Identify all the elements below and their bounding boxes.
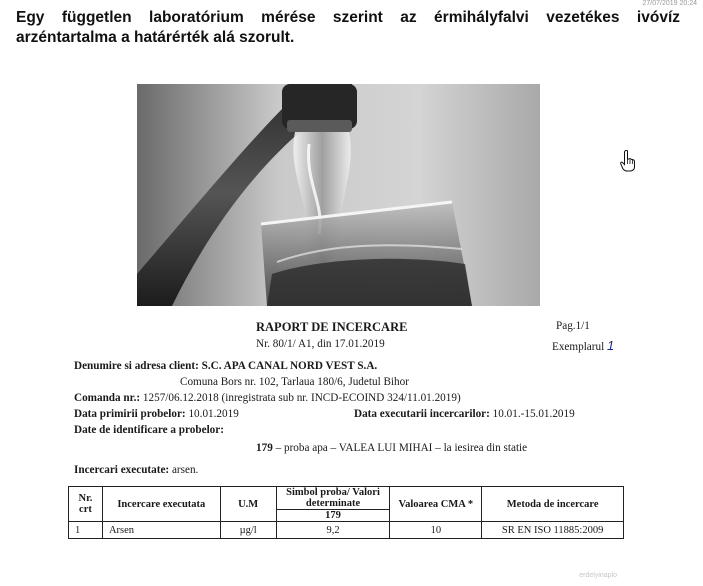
cell-nr: 1 — [69, 522, 103, 539]
header-method: Metoda de incercare — [482, 487, 624, 522]
header-sample-id: 179 — [276, 510, 390, 522]
table-header-row — [69, 487, 624, 510]
client-row — [74, 360, 377, 372]
tests-label: Incercari executate: — [74, 464, 170, 476]
tests-value: arsen. — [171, 464, 199, 476]
sample-id: 179 — [256, 442, 273, 454]
client-address: Comuna Bors nr. 102, Tarlaua 180/6, Judetul Bihor — [180, 376, 409, 388]
header-cma: Valoarea CMA * — [390, 487, 482, 522]
hand-pointer-cursor-icon — [620, 150, 636, 172]
table-row — [69, 522, 624, 539]
report-page-number: Pag.1/1 — [556, 320, 590, 332]
client-name: S.C. APA CANAL NORD VEST S.A. — [201, 360, 378, 372]
identification-label: Date de identificare a probelor: — [74, 424, 224, 436]
received-label: Data primirii probelor: — [74, 408, 186, 420]
watermark: erdelyinaplo — [579, 572, 617, 579]
client-label: Denumire si adresa client: — [74, 360, 199, 372]
article-lead-text: Egy független laboratórium mérése szerint az érmihályfalvi vezetékes ivóvíz arzéntartalma a határérték alá szorult. — [16, 9, 680, 46]
sample-identification — [256, 442, 527, 454]
cell-cma: 10 — [390, 522, 482, 539]
execution-value: 10.01.-15.01.2019 — [492, 408, 575, 420]
execution-label: Data executarii incercarilor: — [354, 408, 490, 420]
header-symbol: Simbol proba/ Valori determinate — [276, 487, 390, 510]
header-test: Incercare executata — [102, 487, 220, 522]
exemplar-handwritten-mark: 1 — [607, 338, 615, 353]
water-tap-photo — [137, 84, 540, 306]
cell-method: SR EN ISO 11885:2009 — [482, 522, 624, 539]
sample-description: – proba apa – VALEA LUI MIHAI – la iesirea din statie — [275, 442, 528, 454]
report-number: Nr. 80/1/ A1, din 17.01.2019 — [256, 338, 385, 350]
exemplar-label: Exemplarul — [552, 341, 605, 353]
cell-value: 9,2 — [276, 522, 390, 539]
report-title: RAPORT DE INCERCARE — [256, 320, 408, 334]
header-nr-crt: Nr. crt — [69, 487, 103, 522]
timestamp-mark: 27/07/2019 20:24 — [642, 0, 697, 7]
order-row — [74, 392, 461, 404]
tap-glass-illustration — [137, 84, 540, 306]
results-table — [68, 486, 624, 539]
order-label: Comanda nr.: — [74, 392, 141, 404]
tests-row — [74, 464, 198, 476]
order-value: 1257/06.12.2018 (inregistrata sub nr. INCD-ECOIND 324/11.01.2019) — [142, 392, 461, 404]
received-value: 10.01.2019 — [188, 408, 239, 420]
execution-row — [354, 408, 575, 420]
report-exemplar — [552, 338, 614, 353]
header-um: U.M — [220, 487, 276, 522]
received-row — [74, 408, 239, 420]
cell-um: µg/l — [220, 522, 276, 539]
cell-test: Arsen — [102, 522, 220, 539]
